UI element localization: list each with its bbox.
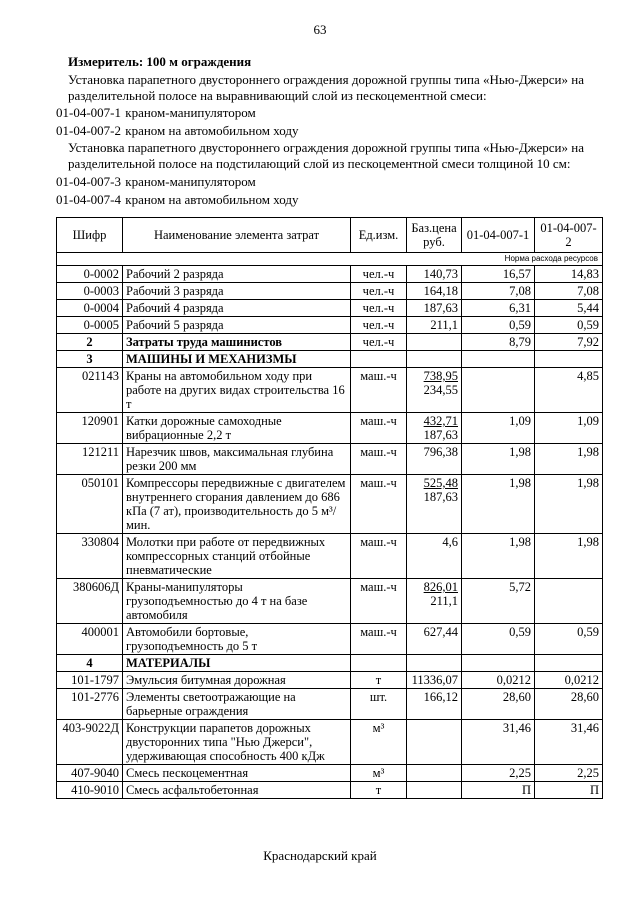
norm-cell-1: 16,57	[462, 266, 535, 283]
section-number: 3	[57, 351, 123, 368]
table-row	[57, 283, 603, 300]
norm-cell-2: 5,44	[535, 300, 603, 317]
unit-cell: т	[351, 782, 407, 799]
unit-cell: чел.-ч	[351, 317, 407, 334]
norm-cell-1: 8,79	[462, 334, 535, 351]
page-number: 63	[313, 22, 327, 37]
norm-cell-1: 1,09	[462, 413, 535, 444]
code-cell: 400001	[57, 624, 123, 655]
norm-cell-1: 6,31	[462, 300, 535, 317]
code-line: 01-04-007-2 краном на автомобильном ходу	[56, 123, 299, 138]
code-cell: 101-1797	[57, 672, 123, 689]
price-cell	[407, 720, 462, 765]
norm-cell-2: 7,92	[535, 334, 603, 351]
norm-cell-2	[535, 579, 603, 624]
header-code: Шифр	[57, 218, 123, 253]
norm-cell-1	[462, 368, 535, 413]
norm-cell-2: 4,85	[535, 368, 603, 413]
code-cell: 050101	[57, 475, 123, 534]
table-row	[57, 266, 603, 283]
table-row	[57, 624, 603, 655]
price-value: 525,48	[423, 476, 458, 490]
section-title: МАТЕРИАЛЫ	[123, 655, 351, 672]
table-row	[57, 475, 603, 534]
norm-cell-2: 14,83	[535, 266, 603, 283]
empty-cell	[351, 655, 407, 672]
code-cell: 121211	[57, 444, 123, 475]
unit-cell: м³	[351, 720, 407, 765]
price-sub-value: 211,1	[430, 594, 458, 608]
header-col2: 01-04-007-2	[535, 218, 603, 253]
price-cell: 796,38	[407, 444, 462, 475]
unit-cell: маш.-ч	[351, 413, 407, 444]
price-cell	[407, 413, 462, 444]
unit-cell: чел.-ч	[351, 266, 407, 283]
code-cell: 407-9040	[57, 765, 123, 782]
name-cell: Элементы светоотражающие на барьерные ограждения	[123, 689, 351, 720]
table-row	[57, 782, 603, 799]
price-cell	[407, 368, 462, 413]
norm-cell-1: 31,46	[462, 720, 535, 765]
name-cell: Рабочий 5 разряда	[123, 317, 351, 334]
name-cell: Рабочий 2 разряда	[123, 266, 351, 283]
norm-label-row	[57, 253, 603, 266]
norm-cell-2: 1,98	[535, 475, 603, 534]
price-cell: 166,12	[407, 689, 462, 720]
name-cell: Краны на автомобильном ходу при работе на других видах строительства 16 т	[123, 368, 351, 413]
name-cell: Смесь пескоцементная	[123, 765, 351, 782]
norm-cell-2: 0,59	[535, 624, 603, 655]
price-sub-value: 187,63	[423, 428, 458, 442]
code-cell: 0-0004	[57, 300, 123, 317]
norm-cell-1: 0,59	[462, 317, 535, 334]
table-row	[57, 300, 603, 317]
table-row	[57, 368, 603, 413]
unit-cell: маш.-ч	[351, 475, 407, 534]
norm-cell-2: 0,0212	[535, 672, 603, 689]
norm-cell-2: 1,09	[535, 413, 603, 444]
header-name: Наименование элемента затрат	[123, 218, 351, 253]
name-cell: Компрессоры передвижные с двигателем внутреннего сгорания давлением до 686 кПа (7 ат), производительность до 5 м³/мин.	[123, 475, 351, 534]
code-cell: 330804	[57, 534, 123, 579]
unit-cell: чел.-ч	[351, 283, 407, 300]
norm-cell-1: П	[462, 782, 535, 799]
code-line: 01-04-007-4 краном на автомобильном ходу	[56, 192, 299, 207]
price-cell: 140,73	[407, 266, 462, 283]
table-row	[57, 720, 603, 765]
price-value: 826,01	[423, 580, 458, 594]
norm-cell-1: 1,98	[462, 444, 535, 475]
name-cell: Эмульсия битумная дорожная	[123, 672, 351, 689]
price-sub-value: 234,55	[423, 383, 458, 397]
price-cell	[407, 765, 462, 782]
norm-cell-1: 2,25	[462, 765, 535, 782]
norm-label: Норма расхода ресурсов	[57, 253, 603, 266]
unit-cell: маш.-ч	[351, 624, 407, 655]
work-description-2: Установка парапетного двустороннего ограждения дорожной группы типа «Нью-Джерси» на разделительной полосе на подстилающий слой из пескоцементной смеси толщиной 10 см:	[68, 140, 584, 171]
unit-cell: чел.-ч	[351, 300, 407, 317]
unit-cell: т	[351, 672, 407, 689]
empty-cell	[462, 655, 535, 672]
code-cell: 021143	[57, 368, 123, 413]
empty-cell	[407, 655, 462, 672]
name-cell: Катки дорожные самоходные вибрационные 2,2 т	[123, 413, 351, 444]
section-row	[57, 655, 603, 672]
section-title: МАШИНЫ И МЕХАНИЗМЫ	[123, 351, 351, 368]
price-cell	[407, 782, 462, 799]
section-number: 2	[57, 334, 123, 351]
code-cell: 120901	[57, 413, 123, 444]
norm-cell-2: П	[535, 782, 603, 799]
name-cell: Нарезчик швов, максимальная глубина резки 200 мм	[123, 444, 351, 475]
table-row	[57, 444, 603, 475]
table-row	[57, 765, 603, 782]
price-cell	[407, 334, 462, 351]
price-cell	[407, 475, 462, 534]
price-sub-value: 187,63	[423, 490, 458, 504]
name-cell: Рабочий 3 разряда	[123, 283, 351, 300]
table-row	[57, 317, 603, 334]
unit-cell: шт.	[351, 689, 407, 720]
empty-cell	[351, 351, 407, 368]
price-value: 432,71	[423, 414, 458, 428]
norm-cell-1: 1,98	[462, 475, 535, 534]
name-cell: Рабочий 4 разряда	[123, 300, 351, 317]
table-row	[57, 689, 603, 720]
norm-cell-1: 0,59	[462, 624, 535, 655]
norm-cell-2: 31,46	[535, 720, 603, 765]
empty-cell	[535, 351, 603, 368]
norm-cell-1: 1,98	[462, 534, 535, 579]
code-cell: 101-2776	[57, 689, 123, 720]
norm-cell-2: 28,60	[535, 689, 603, 720]
norm-cell-1: 28,60	[462, 689, 535, 720]
empty-cell	[535, 655, 603, 672]
unit-cell: маш.-ч	[351, 444, 407, 475]
header-col1: 01-04-007-1	[462, 218, 535, 253]
price-value: 738,95	[423, 369, 458, 383]
work-description-1: Установка парапетного двустороннего ограждения дорожной группы типа «Нью-Джерси» на разделительной полосе на выравнивающий слой из пескоцементной смеси:	[68, 72, 584, 103]
section-row	[57, 351, 603, 368]
price-cell: 211,1	[407, 317, 462, 334]
norm-cell-2: 1,98	[535, 534, 603, 579]
header-price: Баз.цена руб.	[407, 218, 462, 253]
meter-heading: Измеритель: 100 м ограждения	[68, 54, 252, 69]
price-cell: 164,18	[407, 283, 462, 300]
code-cell: 0-0003	[57, 283, 123, 300]
price-cell: 11336,07	[407, 672, 462, 689]
table-row	[57, 579, 603, 624]
empty-cell	[407, 351, 462, 368]
section-row	[57, 334, 603, 351]
unit-cell: маш.-ч	[351, 368, 407, 413]
unit-cell: маш.-ч	[351, 534, 407, 579]
code-cell: 403-9022Д	[57, 720, 123, 765]
code-cell: 410-9010	[57, 782, 123, 799]
price-cell: 187,63	[407, 300, 462, 317]
unit-cell: м³	[351, 765, 407, 782]
norm-cell-1: 0,0212	[462, 672, 535, 689]
table-row	[57, 672, 603, 689]
table-row	[57, 534, 603, 579]
unit-cell: чел.-ч	[351, 334, 407, 351]
name-cell: Конструкции парапетов дорожных двусторонних типа "Нью Джерси", удерживающая способность 400 кДж	[123, 720, 351, 765]
section-number: 4	[57, 655, 123, 672]
header-unit: Ед.изм.	[351, 218, 407, 253]
section-title: Затраты труда машинистов	[123, 334, 351, 351]
norm-cell-2: 1,98	[535, 444, 603, 475]
norm-cell-2: 2,25	[535, 765, 603, 782]
code-cell: 0-0005	[57, 317, 123, 334]
code-line: 01-04-007-3 краном-манипулятором	[56, 174, 256, 189]
table-header-row	[57, 218, 603, 253]
name-cell: Краны-манипуляторы грузоподъемностью до 4 т на базе автомобиля	[123, 579, 351, 624]
price-cell: 4,6	[407, 534, 462, 579]
table-row	[57, 413, 603, 444]
code-line: 01-04-007-1 краном-манипулятором	[56, 105, 256, 120]
norm-cell-2: 0,59	[535, 317, 603, 334]
norm-cell-2: 7,08	[535, 283, 603, 300]
name-cell: Смесь асфальтобетонная	[123, 782, 351, 799]
price-cell: 627,44	[407, 624, 462, 655]
code-cell: 0-0002	[57, 266, 123, 283]
code-cell: 380606Д	[57, 579, 123, 624]
empty-cell	[462, 351, 535, 368]
price-cell	[407, 579, 462, 624]
footer-region: Краснодарский край	[263, 848, 377, 863]
resource-table	[56, 217, 603, 799]
unit-cell: маш.-ч	[351, 579, 407, 624]
norm-cell-1: 5,72	[462, 579, 535, 624]
name-cell: Автомобили бортовые, грузоподъемность до 5 т	[123, 624, 351, 655]
norm-cell-1: 7,08	[462, 283, 535, 300]
name-cell: Молотки при работе от передвижных компрессорных станций отбойные пневматические	[123, 534, 351, 579]
